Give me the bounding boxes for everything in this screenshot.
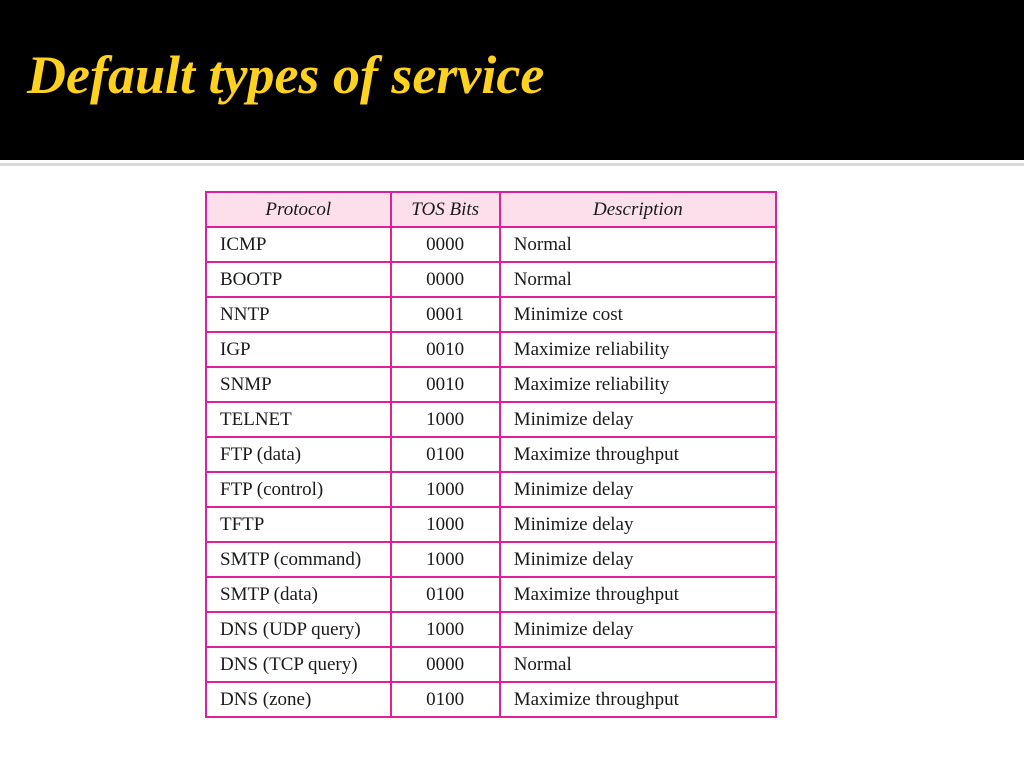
tos-bits-cell: 0100 — [391, 682, 500, 717]
protocol-cell: DNS (TCP query) — [206, 647, 391, 682]
protocol-cell: NNTP — [206, 297, 391, 332]
description-cell: Maximize throughput — [500, 577, 776, 612]
tos-bits-cell: 0000 — [391, 647, 500, 682]
tos-table — [205, 191, 777, 718]
protocol-cell: SMTP (data) — [206, 577, 391, 612]
table-row — [206, 332, 776, 367]
description-cell: Normal — [500, 262, 776, 297]
table-row — [206, 227, 776, 262]
table-row — [206, 507, 776, 542]
tos-bits-cell: 0001 — [391, 297, 500, 332]
tos-bits-cell: 1000 — [391, 402, 500, 437]
header-description: Description — [500, 192, 776, 227]
protocol-cell: ICMP — [206, 227, 391, 262]
tos-bits-cell: 0100 — [391, 437, 500, 472]
protocol-cell: BOOTP — [206, 262, 391, 297]
header-protocol: Protocol — [206, 192, 391, 227]
description-cell: Maximize reliability — [500, 367, 776, 402]
table-row — [206, 542, 776, 577]
table-row — [206, 262, 776, 297]
protocol-cell: IGP — [206, 332, 391, 367]
tos-bits-cell: 0000 — [391, 262, 500, 297]
description-cell: Normal — [500, 647, 776, 682]
description-cell: Minimize delay — [500, 472, 776, 507]
slide-title: Default types of service — [27, 45, 545, 105]
table-row — [206, 577, 776, 612]
tos-bits-cell: 1000 — [391, 472, 500, 507]
table-row — [206, 682, 776, 717]
description-cell: Minimize delay — [500, 402, 776, 437]
protocol-cell: DNS (zone) — [206, 682, 391, 717]
description-cell: Maximize throughput — [500, 682, 776, 717]
protocol-cell: FTP (control) — [206, 472, 391, 507]
description-cell: Minimize delay — [500, 612, 776, 647]
table-header-row — [206, 192, 776, 227]
protocol-cell: FTP (data) — [206, 437, 391, 472]
tos-bits-cell: 1000 — [391, 507, 500, 542]
protocol-cell: SMTP (command) — [206, 542, 391, 577]
description-cell: Normal — [500, 227, 776, 262]
table-row — [206, 472, 776, 507]
table-row — [206, 367, 776, 402]
description-cell: Maximize reliability — [500, 332, 776, 367]
tos-bits-cell: 1000 — [391, 542, 500, 577]
description-cell: Minimize delay — [500, 542, 776, 577]
table-row — [206, 647, 776, 682]
tos-bits-cell: 1000 — [391, 612, 500, 647]
tos-bits-cell: 0000 — [391, 227, 500, 262]
title-divider — [0, 163, 1024, 166]
tos-bits-cell: 0010 — [391, 367, 500, 402]
description-cell: Minimize delay — [500, 507, 776, 542]
description-cell: Minimize cost — [500, 297, 776, 332]
protocol-cell: TELNET — [206, 402, 391, 437]
header-tos-bits: TOS Bits — [391, 192, 500, 227]
tos-bits-cell: 0010 — [391, 332, 500, 367]
protocol-cell: DNS (UDP query) — [206, 612, 391, 647]
protocol-cell: SNMP — [206, 367, 391, 402]
table-row — [206, 297, 776, 332]
description-cell: Maximize throughput — [500, 437, 776, 472]
table-body — [206, 227, 776, 717]
table-row — [206, 612, 776, 647]
table-row — [206, 402, 776, 437]
table-row — [206, 437, 776, 472]
protocol-cell: TFTP — [206, 507, 391, 542]
tos-bits-cell: 0100 — [391, 577, 500, 612]
